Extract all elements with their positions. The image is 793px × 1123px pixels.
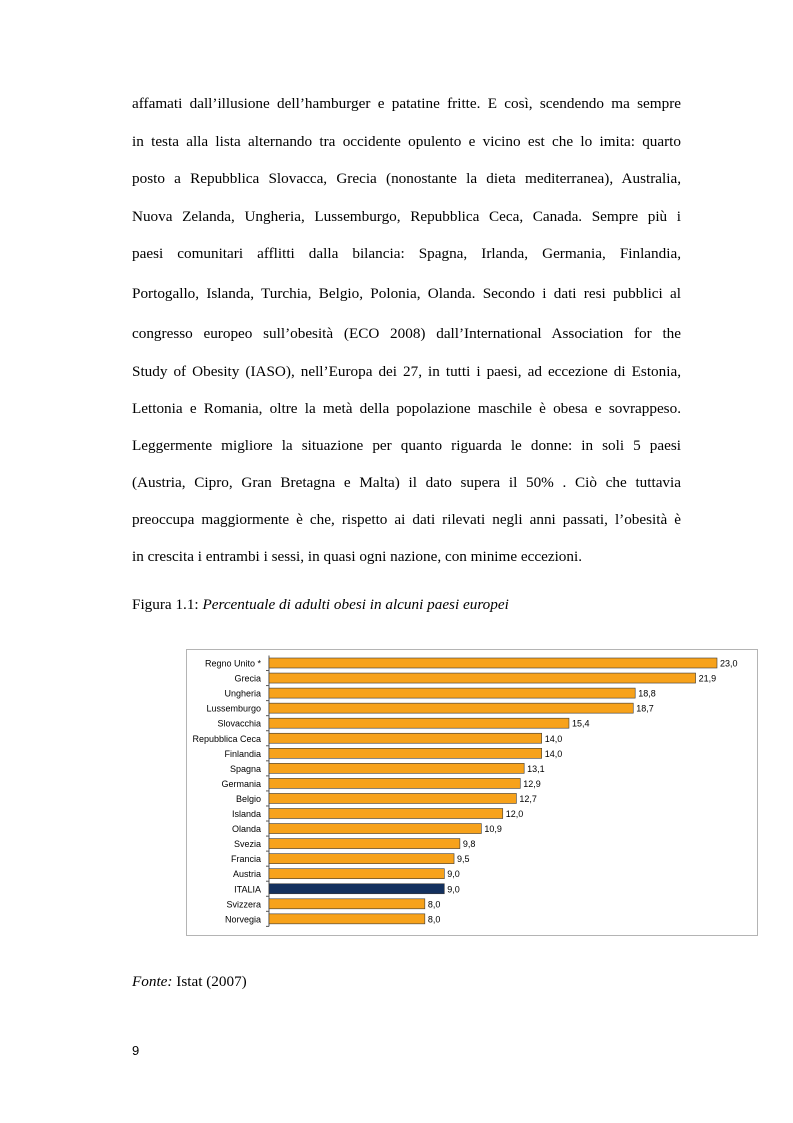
category-label: Spagna [229,763,261,774]
category-label: Svizzera [226,899,261,910]
bar [269,718,569,728]
value-label: 8,0 [427,914,441,925]
page-number: 9 [132,1043,140,1058]
category-label: Repubblica Ceca [192,733,261,744]
chart-canvas [187,650,759,937]
source-note [132,973,247,991]
text-line: Lettonia e Romania, oltre la metà della popolazione maschile è obesa e sovrappeso. [132,400,681,417]
value-label: 10,9 [484,824,502,835]
value-label: 12,9 [523,778,541,789]
bar [269,793,516,803]
bar [269,869,444,879]
value-label: 15,4 [571,718,590,729]
value-label: 9,0 [447,869,460,880]
value-label: 14,0 [544,733,563,744]
text-line: (Austria, Cipro, Gran Bretagna e Malta) il dato supera il 50% . Ciò che tuttavia [132,474,681,491]
bar-chart [186,649,758,936]
bar [269,914,425,924]
category-label: Ungheria [224,688,261,699]
category-label: Islanda [231,809,261,819]
category-label: Francia [230,854,261,865]
figure-title: Percentuale di adulti obesi in alcuni paesi europei [202,596,509,613]
figure-label: Figura 1.1: [132,596,203,613]
figure-caption [132,596,509,614]
category-label: Belgio [235,793,261,804]
bar [269,809,503,819]
bar [269,899,425,909]
value-label: 12,0 [505,809,524,819]
value-label: 12,7 [519,793,537,804]
bar [269,763,524,773]
category-label: Germania [221,778,261,789]
category-label: Finlandia [224,748,261,759]
text-line: paesi comunitari afflitti dalla bilancia: Spagna, Irlanda, Germania, Finlandia, [132,245,681,262]
text-line: Leggermente migliore la situazione per quanto riguarda le donne: in soli 5 paesi [132,437,681,454]
bar [269,688,635,698]
value-label: 21,9 [698,673,717,684]
source-label: Fonte: [132,973,173,990]
bar [269,778,520,788]
category-label: Grecia [234,673,261,684]
category-label: Austria [232,869,261,880]
bar [269,673,696,683]
text-line: Portogallo, Islanda, Turchia, Belgio, Polonia, Olanda. Secondo i dati resi pubblici al [132,285,681,302]
category-label: Svezia [233,839,261,850]
value-label: 8,0 [427,899,441,910]
category-label: Olanda [231,824,261,835]
bar [269,658,717,668]
text-line: affamati dall’illusione dell’hamburger e patatine fritte. E così, scendendo ma sempre [132,95,681,112]
bar [269,748,542,758]
value-label: 18,8 [638,688,656,699]
value-label: 9,0 [447,884,460,895]
bar [269,839,460,849]
value-label: 23,0 [720,658,738,669]
text-line: in crescita i entrambi i sessi, in quasi ogni nazione, con minime eccezioni. [132,548,583,565]
bar [269,884,444,894]
value-label: 14,0 [544,748,563,759]
category-label: Lussemburgo [206,703,261,714]
value-label: 9,8 [462,839,476,850]
bar [269,703,633,713]
text-line: in testa alla lista alternando tra occidente opulento e vicino est che lo imita: quarto [132,133,681,150]
text-line: Study of Obesity (IASO), nell’Europa dei 27, in tutti i paesi, ad eccezione di Estonia, [132,363,681,380]
body-paragraph [132,94,681,584]
text-line: preoccupa maggiormente è che, rispetto ai dati rilevati negli anni passati, l’obesità è [132,511,681,528]
bar [269,824,481,834]
bar [269,854,454,864]
text-line: congresso europeo sull’obesità (ECO 2008) dall’International Association for the [132,325,681,342]
category-label: Slovacchia [217,718,261,729]
bar [269,733,542,743]
value-label: 13,1 [527,763,545,774]
text-line: posto a Repubblica Slovacca, Grecia (nonostante la dieta mediterranea), Australia, [132,170,681,187]
source-text: Istat (2007) [172,973,247,990]
category-label: Regno Unito * [204,658,261,669]
text-line: Nuova Zelanda, Ungheria, Lussemburgo, Repubblica Ceca, Canada. Sempre più i [132,208,681,225]
category-label: ITALIA [234,884,261,895]
value-label: 18,7 [636,703,654,714]
category-label: Norvegia [224,914,261,925]
value-label: 9,5 [457,854,470,865]
